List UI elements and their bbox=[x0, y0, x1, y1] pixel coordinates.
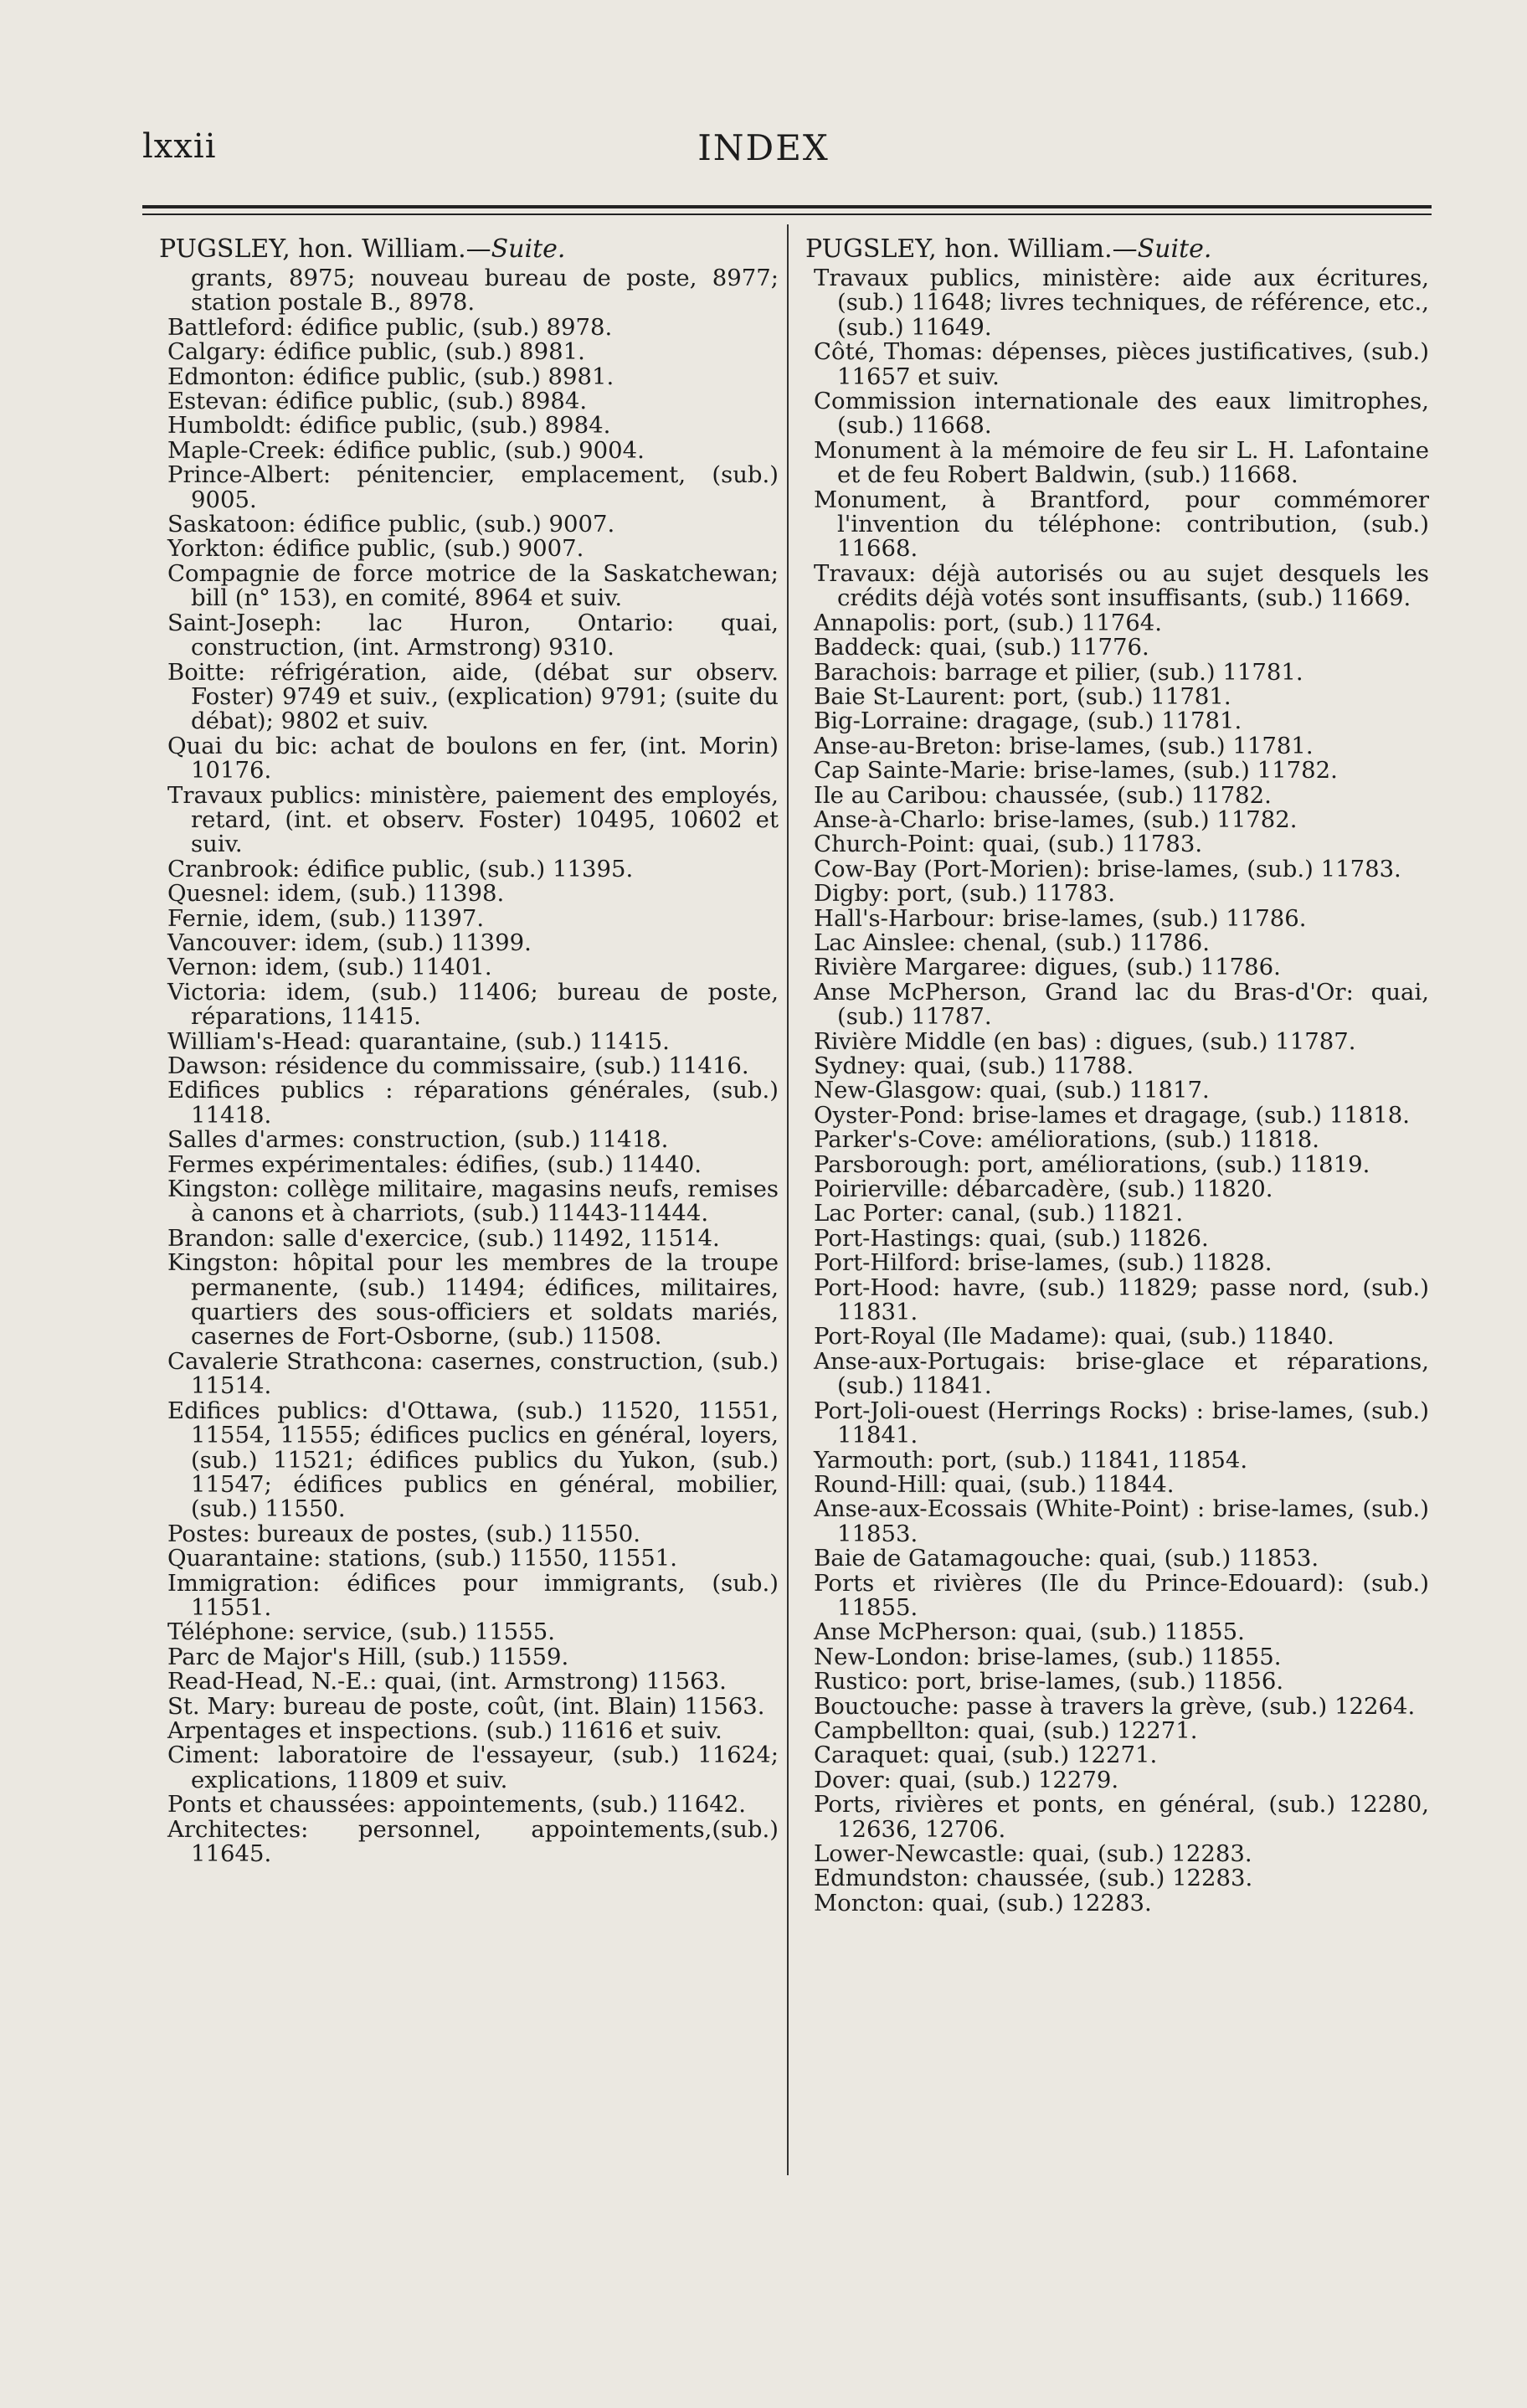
index-entry: Port-Hood: havre, (sub.) 11829; passe nord, (sub.) 11831. bbox=[814, 1273, 1429, 1326]
index-entry: Postes: bureaux de postes, (sub.) 11550. bbox=[167, 1520, 640, 1547]
index-entry: Monument à la mémoire de feu sir L. H. Lafontaine et de feu Robert Baldwin, (sub.) 11668. bbox=[814, 436, 1429, 489]
index-entry: Cow-Bay (Port-Morien): brise-lames, (sub.) 11783. bbox=[814, 855, 1401, 882]
index-entry: Anse-aux-Portugais: brise-glace et réparations, (sub.) 11841. bbox=[814, 1347, 1429, 1400]
index-entry: Bouctouche: passe à travers la grève, (sub.) 12264. bbox=[814, 1692, 1416, 1720]
index-entry: Annapolis: port, (sub.) 11764. bbox=[814, 609, 1162, 636]
index-entry: Victoria: idem, (sub.) 11406; bureau de poste, réparations, 11415. bbox=[167, 978, 779, 1031]
index-entry: Architectes: personnel, appointements,(sub.) 11645. bbox=[167, 1815, 779, 1867]
index-entry: Quarantaine: stations, (sub.) 11550, 11551. bbox=[167, 1545, 677, 1572]
index-entry: Boitte: réfrigération, aide, (débat sur observ. Foster) 9749 et suiv., (explication) 9791; (suite du débat); 9802 et suiv. bbox=[167, 658, 779, 735]
index-entry: Fermes expérimentales: édifies, (sub.) 11440. bbox=[167, 1150, 702, 1178]
index-entry: Hall's-Harbour: brise-lames, (sub.) 11786. bbox=[814, 904, 1307, 932]
index-entry: Baddeck: quai, (sub.) 11776. bbox=[814, 634, 1149, 661]
index-entry: Compagnie de force motrice de la Saskatchewan; bill (n° 153), en comité, 8964 et suiv. bbox=[167, 559, 779, 612]
index-entry: Travaux publics, ministère: aide aux écritures, (sub.) 11648; livres techniques, de référence, etc., (sub.) 11649. bbox=[814, 265, 1429, 341]
index-entry: Oyster-Pond: brise-lames et dragage, (sub.) 11818. bbox=[814, 1101, 1411, 1129]
index-entry: Parc de Major's Hill, (sub.) 11559. bbox=[167, 1643, 569, 1670]
right-heading-suite: Suite. bbox=[1137, 234, 1212, 264]
index-entry: Anse McPherson, Grand lac du Bras-d'Or: quai, (sub.) 11787. bbox=[814, 978, 1429, 1031]
index-entry: Edifices publics: d'Ottawa, (sub.) 11520, 11551, 11554, 11555; édifices puclics en général, loyers, (sub.) 11521; édifices publics du Yukon, (sub.) 11547; édifices publics en général, mobilier, (sub.) 11550. bbox=[167, 1397, 779, 1523]
index-entry: Commission internationale des eaux limitrophes, (sub.) 11668. bbox=[814, 388, 1429, 440]
right-column bbox=[805, 234, 1429, 1916]
index-entry: Salles d'armes: construction, (sub.) 11418. bbox=[167, 1126, 669, 1154]
index-entry: Ciment: laboratoire de l'essayeur, (sub.) 11624; explications, 11809 et suiv. bbox=[167, 1742, 779, 1793]
index-entry: Caraquet: quai, (sub.) 12271. bbox=[814, 1742, 1158, 1769]
running-title: INDEX bbox=[697, 127, 830, 168]
index-entry: Travaux publics: ministère, paiement des employés, retard, (int. et observ. Foster) 10495, 10602 et suiv. bbox=[167, 781, 779, 858]
index-entry: New-Glasgow: quai, (sub.) 11817. bbox=[814, 1077, 1210, 1104]
index-entry: Lac Ainslee: chenal, (sub.) 11786. bbox=[814, 929, 1210, 956]
index-entry: Saint-Joseph: lac Huron, Ontario: quai, construction, (int. Armstrong) 9310. bbox=[167, 609, 779, 661]
index-entry: Téléphone: service, (sub.) 11555. bbox=[167, 1618, 556, 1646]
index-entry: Edmonton: édifice public, (sub.) 8981. bbox=[167, 363, 614, 390]
index-entry: Rivière Middle (en bas) : digues, (sub.) 11787. bbox=[814, 1027, 1356, 1055]
index-entry: Port-Hastings: quai, (sub.) 11826. bbox=[814, 1224, 1209, 1252]
index-entry: Kingston: collège militaire, magasins neufs, remises à canons et à charriots, (sub.) 11443-11444. bbox=[167, 1176, 779, 1227]
left-column-heading bbox=[159, 234, 779, 265]
index-entry: Rustico: port, brise-lames, (sub.) 11856. bbox=[814, 1668, 1284, 1695]
index-entry: Round-Hill: quai, (sub.) 11844. bbox=[814, 1470, 1175, 1498]
index-entry: Yorkton: édifice public, (sub.) 9007. bbox=[167, 535, 584, 563]
index-entry: Campbellton: quai, (sub.) 12271. bbox=[814, 1716, 1198, 1744]
page-number: lxxii bbox=[142, 127, 217, 166]
index-entry: Côté, Thomas: dépenses, pièces justificatives, (sub.) 11657 et suiv. bbox=[814, 338, 1429, 390]
index-entry: Immigration: édifices pour immigrants, (sub.) 11551. bbox=[167, 1569, 779, 1621]
index-entry: Yarmouth: port, (sub.) 11841, 11854. bbox=[814, 1446, 1248, 1474]
index-entry: Maple-Creek: édifice public, (sub.) 9004. bbox=[167, 436, 645, 464]
header-rule-thick bbox=[142, 205, 1432, 208]
index-entry: Quai du bic: achat de boulons en fer, (int. Morin) 10176. bbox=[167, 732, 779, 785]
index-entry: Baie St-Laurent: port, (sub.) 11781. bbox=[814, 682, 1231, 710]
index-entry: Ports, rivières et ponts, en général, (sub.) 12280, 12636, 12706. bbox=[814, 1791, 1429, 1843]
index-entry: Vernon: idem, (sub.) 11401. bbox=[167, 954, 492, 981]
index-entry: Ports et rivières (Ile du Prince-Edouard): (sub.) 11855. bbox=[814, 1569, 1429, 1621]
column-rule bbox=[787, 224, 789, 2175]
index-entry: grants, 8975; nouveau bureau de poste, 8977; station postale B., 8978. bbox=[191, 265, 779, 316]
index-entry: Anse-aux-Ecossais (White-Point) : brise-lames, (sub.) 11853. bbox=[814, 1495, 1429, 1547]
index-entry: Baie de Gatamagouche: quai, (sub.) 11853. bbox=[814, 1545, 1319, 1572]
header-rule-thin bbox=[142, 214, 1432, 215]
index-entry: Sydney: quai, (sub.) 11788. bbox=[814, 1052, 1134, 1079]
index-entry: Cap Sainte-Marie: brise-lames, (sub.) 11782. bbox=[814, 757, 1338, 785]
index-entry: Cranbrook: édifice public, (sub.) 11395. bbox=[167, 855, 634, 882]
index-entry: Dover: quai, (sub.) 12279. bbox=[814, 1766, 1119, 1793]
index-entry: Calgary: édifice public, (sub.) 8981. bbox=[167, 338, 585, 366]
index-entry: Prince-Albert: pénitencier, emplacement, (sub.) 9005. bbox=[167, 461, 779, 513]
index-entry: Vancouver: idem, (sub.) 11399. bbox=[167, 929, 532, 956]
index-entry: Travaux: déjà autorisés ou au sujet desquels les crédits déjà votés sont insuffisants, (sub.) 11669. bbox=[814, 559, 1429, 612]
index-entry: Humboldt: édifice public, (sub.) 8984. bbox=[167, 412, 611, 440]
index-entry: Dawson: résidence du commissaire, (sub.) 11416. bbox=[167, 1052, 749, 1079]
index-entry: Edmundston: chaussée, (sub.) 12283. bbox=[814, 1865, 1253, 1892]
index-entry: Rivière Margaree: digues, (sub.) 11786. bbox=[814, 954, 1281, 981]
index-entry: Cavalerie Strathcona: casernes, construction, (sub.) 11514. bbox=[167, 1347, 779, 1400]
index-entry: Kingston: hôpital pour les membres de la troupe permanente, (sub.) 11494; édifices, militaires, quartiers des sous-officiers et soldats mariés, casernes de Fort-Osborne, (sub.) 11508. bbox=[167, 1249, 779, 1351]
index-entry: Barachois: barrage et pilier, (sub.) 11781. bbox=[814, 658, 1303, 686]
index-entry: Port-Royal (Ile Madame): quai, (sub.) 11840. bbox=[814, 1323, 1334, 1351]
left-heading-name: PUGSLEY, hon. William.— bbox=[159, 234, 491, 264]
index-entry: St. Mary: bureau de poste, coût, (int. Blain) 11563. bbox=[167, 1692, 765, 1720]
index-entry: Edifices publics : réparations générales, (sub.) 11418. bbox=[167, 1077, 779, 1129]
index-entry: Monument, à Brantford, pour commémorer l'invention du téléphone: contribution, (sub.) 11668. bbox=[814, 486, 1429, 563]
index-entry: Brandon: salle d'exercice, (sub.) 11492, 11514. bbox=[167, 1224, 720, 1252]
right-heading-name: PUGSLEY, hon. William.— bbox=[805, 234, 1138, 264]
index-entry: Arpentages et inspections. (sub.) 11616 et suiv. bbox=[167, 1716, 722, 1744]
right-column-heading bbox=[805, 234, 1429, 265]
index-entry: Battleford: édifice public, (sub.) 8978. bbox=[167, 313, 613, 341]
index-entry: Lac Porter: canal, (sub.) 11821. bbox=[814, 1200, 1184, 1227]
index-entry: Anse McPherson: quai, (sub.) 11855. bbox=[814, 1618, 1245, 1646]
index-entry: Anse-à-Charlo: brise-lames, (sub.) 11782. bbox=[814, 805, 1298, 833]
index-entry: Ile au Caribou: chaussée, (sub.) 11782. bbox=[814, 781, 1272, 809]
index-entry: Moncton: quai, (sub.) 12283. bbox=[814, 1889, 1152, 1917]
index-entry: Church-Point: quai, (sub.) 11783. bbox=[814, 831, 1203, 858]
index-entry: Quesnel: idem, (sub.) 11398. bbox=[167, 880, 505, 908]
index-entry: Ponts et chaussées: appointements, (sub.) 11642. bbox=[167, 1791, 747, 1819]
index-entry: Lower-Newcastle: quai, (sub.) 12283. bbox=[814, 1840, 1252, 1867]
index-entry: Read-Head, N.-E.: quai, (int. Armstrong) 11563. bbox=[167, 1668, 727, 1695]
left-entry-list bbox=[159, 266, 779, 1866]
right-entry-list bbox=[805, 266, 1429, 1916]
index-entry: Estevan: édifice public, (sub.) 8984. bbox=[167, 388, 588, 415]
index-entry: Port-Hilford: brise-lames, (sub.) 11828. bbox=[814, 1249, 1272, 1277]
left-column bbox=[159, 234, 779, 1866]
index-entry: Anse-au-Breton: brise-lames, (sub.) 11781. bbox=[814, 732, 1314, 759]
index-entry: Parsborough: port, améliorations, (sub.) 11819. bbox=[814, 1150, 1370, 1178]
index-entry: Big-Lorraine: dragage, (sub.) 11781. bbox=[814, 707, 1242, 735]
index-entry: Parker's-Cove: améliorations, (sub.) 11818. bbox=[814, 1126, 1320, 1154]
index-entry: Digby: port, (sub.) 11783. bbox=[814, 880, 1116, 908]
index-entry: William's-Head: quarantaine, (sub.) 11415. bbox=[167, 1027, 670, 1055]
index-entry: New-London: brise-lames, (sub.) 11855. bbox=[814, 1643, 1282, 1670]
index-entry: Saskatoon: édifice public, (sub.) 9007. bbox=[167, 511, 615, 538]
index-entry: Fernie, idem, (sub.) 11397. bbox=[167, 904, 485, 932]
index-entry: Poirierville: débarcadère, (sub.) 11820. bbox=[814, 1176, 1273, 1203]
index-entry: Port-Joli-ouest (Herrings Rocks) : brise-lames, (sub.) 11841. bbox=[814, 1397, 1429, 1449]
left-heading-suite: Suite. bbox=[491, 234, 566, 264]
